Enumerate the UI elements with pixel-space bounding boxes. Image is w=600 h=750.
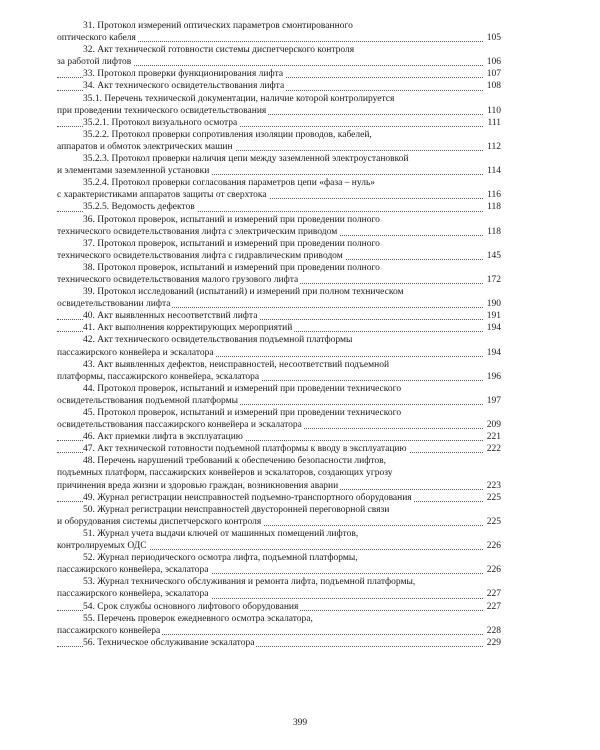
toc-entry-text: технического освидетельствования лифта с гидравлическим приводом [57, 250, 343, 261]
toc-entry-page: 194 [486, 323, 501, 334]
toc-entry-line [57, 443, 501, 455]
toc-entry-line [57, 250, 501, 262]
toc-entry-text: освидетельствовании лифта [57, 299, 171, 310]
toc-entry-text: 45. Протокол проверок, испытаний и измерений при проведении технического [83, 408, 402, 418]
toc-entry-line [57, 238, 501, 250]
toc-entry-line [57, 613, 501, 625]
toc-entry-line [57, 32, 501, 44]
toc-entry-line [57, 214, 501, 226]
toc-entry-line [57, 153, 501, 165]
toc-entry-line [57, 56, 501, 68]
toc-entry-page: 197 [486, 395, 501, 406]
toc-entry-line [57, 177, 501, 189]
toc-entry-line [57, 540, 501, 552]
toc-entry-line [57, 492, 501, 504]
toc-entry-text: за работой лифтов [57, 57, 132, 68]
toc-entry-page: 228 [486, 625, 501, 636]
toc-entry-text: с характеристиками аппаратов защиты от сверхтока [57, 190, 267, 201]
toc-entry-page: 227 [486, 589, 501, 600]
toc-entry-text: 51. Журнал учета выдачи ключей от машинных помещений лифтов, [83, 528, 359, 539]
toc-entry-page: 105 [486, 33, 501, 44]
toc-entry-line [57, 322, 501, 334]
toc-entry-page: 191 [486, 311, 501, 322]
toc-entry-line [57, 226, 501, 238]
toc-entry-text: 40. Акт выявленных несоответствий лифта [83, 311, 258, 322]
toc-entry-text: 38. Протокол проверок, испытаний и измерений при проведении полного [83, 262, 380, 273]
toc-entry-line [57, 334, 501, 346]
toc-entry-page: 114 [487, 166, 501, 177]
toc-entry-text: и элементами заземленной установки [57, 166, 210, 177]
toc-entry-line [57, 504, 501, 516]
toc-entry-text: оптического кабеля [57, 33, 136, 44]
toc-entry-text: технического освидетельствования лифта с электрическим приводом [57, 226, 338, 237]
toc-entry-text: 35.2.3. Протокол проверки наличия цепи между заземленной электроустановкой [83, 154, 409, 165]
toc-entry-text: 56. Техническое обслуживание эскалатора [83, 637, 255, 648]
toc-entry-line [57, 528, 501, 540]
toc-entry-text: подъемных платформ, пассажирских конвейеров и эскалаторов, создающих угрозу [57, 468, 393, 479]
toc-entry-page: 209 [486, 420, 501, 431]
toc-entry-text: платформы, пассажирского конвейера, эскалатора [57, 371, 260, 382]
toc-entry-text: 35.2.2. Протокол проверки сопротивления изоляции проводов, кабелей, [83, 129, 372, 140]
toc-entry-line [57, 359, 501, 371]
toc-entry-page: 223 [486, 480, 501, 491]
toc-entry-text: 55. Перечень проверок ежедневного осмотра эскалатора, [83, 613, 313, 624]
toc-entry-line [57, 310, 501, 322]
toc-entry-text: 48. Перечень нарушений требований к обеспечению безопасности лифтов, [83, 456, 387, 467]
toc-entry-page: 226 [486, 541, 501, 552]
toc-entry-line [57, 564, 501, 576]
toc-entry-text: 41. Акт выполнения корректирующих мероприятий [83, 323, 293, 334]
toc-entry-text: 50. Журнал регистрации неисправностей двусторонней переговорной связи [83, 504, 390, 515]
toc-entry-text: и оборудования системы диспетчерского контроля [57, 516, 262, 527]
toc-entry-text: 33. Протокол проверки функционирования лифта [83, 69, 284, 80]
toc-entry-line [57, 383, 501, 395]
toc-entry-line [57, 286, 501, 298]
toc-entry-text: 32. Акт технической готовности системы диспетчерского контроля [83, 45, 355, 56]
toc-entry-text: освидетельствования пассажирского конвейера и эскалатора [57, 420, 302, 431]
toc-entry-page: 145 [486, 250, 501, 261]
toc-entry-page: 106 [486, 57, 501, 68]
toc-entry-text: 34. Акт технического освидетельствования лифта [83, 81, 285, 92]
toc-entry-text: 35.2.1. Протокол визуального осмотра [83, 117, 238, 128]
toc-entry-line [57, 93, 501, 105]
toc-entry-line [57, 80, 501, 92]
toc-entry-page: 227 [486, 601, 501, 612]
toc-entry-text: 42. Акт технического освидетельствования подъемной платформы [83, 335, 353, 346]
toc-entry-line [57, 165, 501, 177]
toc-entry-text: 37. Протокол проверок, испытаний и измерений при проведении полного [83, 238, 380, 249]
toc-entry-page: 118 [487, 226, 501, 237]
toc-entry-page: 229 [486, 637, 501, 648]
toc-entry-page: 221 [486, 432, 501, 443]
toc-entry-line [57, 467, 501, 479]
toc-entry-line [57, 141, 501, 153]
toc-entry-text: 44. Протокол проверок, испытаний и измерений при проведении технического [83, 383, 402, 394]
table-of-contents [57, 20, 501, 649]
toc-entry-text: 35.2.4. Протокол проверки согласования параметров цепи «фаза – нуль» [83, 178, 376, 189]
toc-entry-text: 36. Протокол проверок, испытаний и измерений при проведении полного [83, 214, 380, 225]
toc-entry-text: 52. Журнал периодического осмотра лифта, подъемной платформы, [83, 553, 358, 564]
toc-entry-page: 225 [486, 492, 501, 503]
toc-entry-text: технического освидетельствования малого грузового лифта [57, 274, 299, 285]
toc-entry-line [57, 274, 501, 286]
toc-entry-line [57, 129, 501, 141]
toc-entry-text: пассажирского конвейера, эскалатора [57, 589, 209, 600]
toc-entry-page: 107 [486, 69, 501, 80]
toc-entry-line [57, 637, 501, 649]
toc-entry-text: освидетельствования подъемной платформы [57, 395, 238, 406]
toc-entry-page: 194 [486, 347, 501, 358]
toc-entry-line [57, 117, 501, 129]
toc-entry-line [57, 588, 501, 600]
toc-entry-line [57, 516, 501, 528]
toc-entry-page: 190 [486, 299, 501, 310]
toc-page [57, 20, 501, 649]
toc-entry-text: 47. Акт технической готовности подъемной платформы к вводу в эксплуатацию [83, 444, 407, 455]
toc-entry-page: 226 [486, 565, 501, 576]
toc-entry-text: при проведении технического освидетельствования [57, 105, 267, 116]
toc-entry-line [57, 419, 501, 431]
toc-entry-line [57, 20, 501, 32]
toc-entry-text: 49. Журнал регистрации неисправностей подъемно-транспортного оборудования [83, 492, 412, 503]
toc-entry-line [57, 44, 501, 56]
toc-entry-page: 110 [487, 105, 501, 116]
toc-entry-line [57, 552, 501, 564]
toc-entry-text: 35.2.5. Ведомость дефектов [83, 202, 195, 213]
toc-entry-line [57, 105, 501, 117]
toc-entry-line [57, 68, 501, 80]
toc-entry-text: 35.1. Перечень технической документации, наличие которой контролируется [83, 93, 395, 104]
toc-entry-text: аппаратов и обмоток электрических машин [57, 141, 233, 152]
toc-entry-text: 39. Протокол исследований (испытаний) и измерений при полном техническом [83, 287, 404, 298]
toc-entry-text: 53. Журнал технического обслуживания и ремонта лифта, подъемной платформы, [83, 577, 416, 588]
toc-entry-page: 196 [486, 371, 501, 382]
toc-entry-page: 225 [486, 516, 501, 527]
toc-entry-line [57, 262, 501, 274]
toc-entry-line [57, 189, 501, 201]
toc-entry-page: 118 [487, 202, 501, 213]
toc-entry-page: 111 [487, 117, 501, 128]
toc-entry-line [57, 201, 501, 213]
toc-entry-text: 54. Срок службы основного лифтового оборудования [83, 601, 299, 612]
toc-entry-line [57, 625, 501, 637]
toc-entry-text: 46. Акт приемки лифта в эксплуатацию [83, 432, 243, 443]
toc-entry-line [57, 347, 501, 359]
toc-entry-line [57, 407, 501, 419]
toc-entry-text: пассажирского конвейера и эскалатора [57, 347, 214, 358]
toc-entry-line [57, 431, 501, 443]
toc-entry-page: 222 [486, 444, 501, 455]
toc-entry-page: 108 [486, 81, 501, 92]
toc-entry-text: пассажирского конвейера, эскалатора [57, 565, 209, 576]
toc-entry-page: 116 [487, 190, 501, 201]
toc-entry-line [57, 395, 501, 407]
toc-entry-text: причинения вреда жизни и здоровью граждан, возникновения аварии [57, 480, 339, 491]
toc-entry-line [57, 298, 501, 310]
page-number: 399 [292, 718, 308, 728]
toc-entry-text: контролируемых ОДС [57, 541, 147, 552]
toc-entry-line [57, 480, 501, 492]
toc-entry-text: 31. Протокол измерений оптических параметров смонтированного [83, 21, 353, 31]
toc-entry-page: 172 [486, 274, 501, 285]
toc-entry-text: 43. Акт выявленных дефектов, неисправностей, несоответствий подъемной [83, 359, 390, 370]
toc-entry-page: 112 [487, 141, 501, 152]
toc-entry-text: пассажирского конвейера [57, 625, 161, 636]
toc-entry-line [57, 455, 501, 467]
toc-entry-line [57, 576, 501, 588]
toc-entry-line [57, 601, 501, 613]
toc-entry-line [57, 371, 501, 383]
